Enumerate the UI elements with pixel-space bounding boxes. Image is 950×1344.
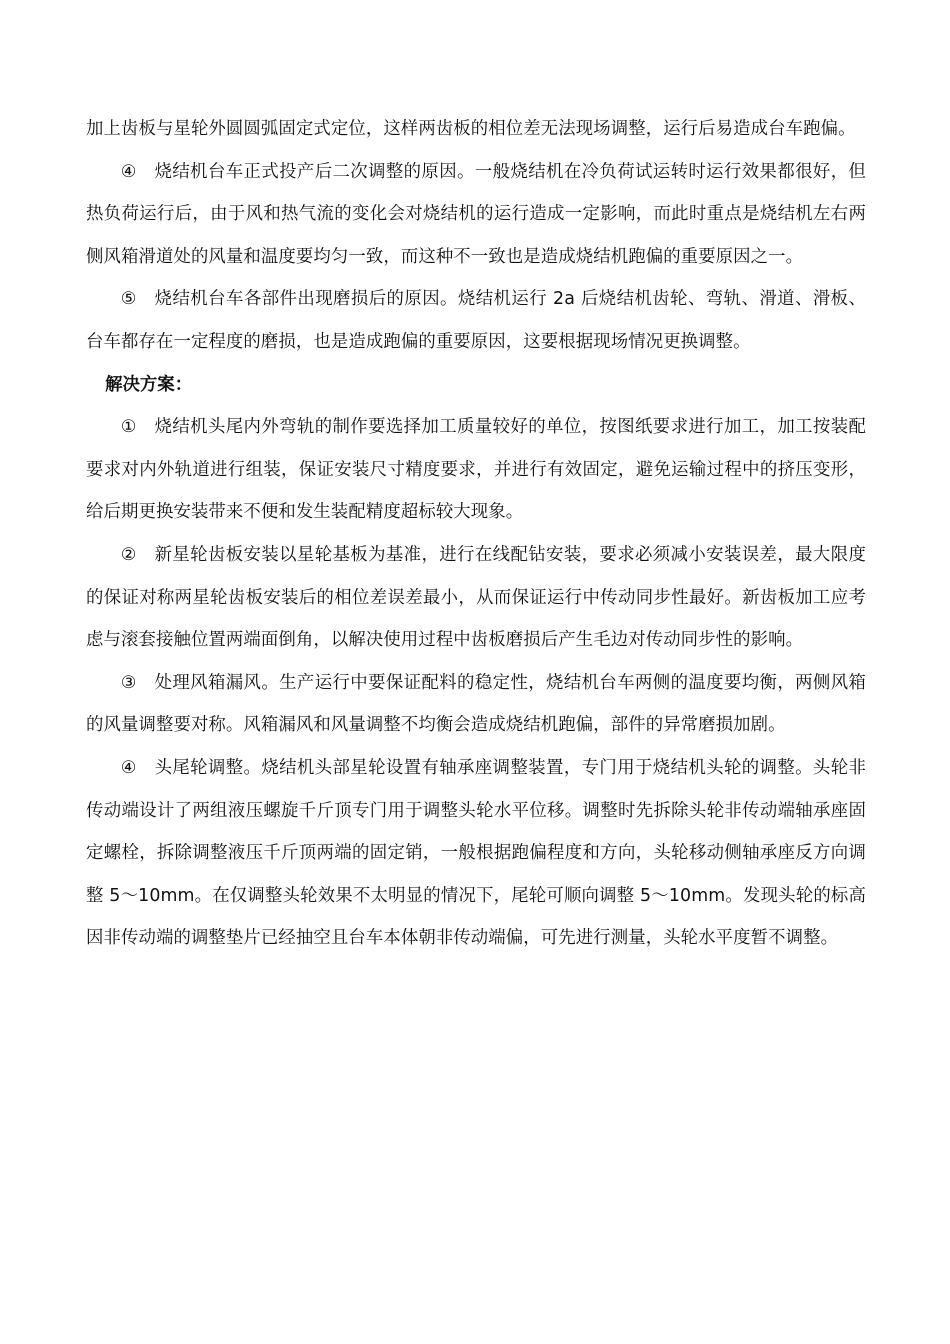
solution-item-2: ② 新星轮齿板安装以星轮基板为基准，进行在线配钻安装，要求必须减小安装误差，最大限度的保证对称两星轮齿板安装后的相位差误差最小，从而保证运行中传动同步性最好。新齿板加工应考虑与滚套接触位置两端面倒角，以解决使用过程中齿板磨损后产生毛边对传动同步性的影响。 xyxy=(86,544,866,651)
document-body xyxy=(86,108,866,960)
paragraph-reason-5: ⑤ 烧结机台车各部件出现磨损后的原因。烧结机运行 2a 后烧结机齿轮、弯轨、滑道、滑板、台车都存在一定程度的磨损，也是造成跑偏的重要原因，这要根据现场情况更换调整。 xyxy=(86,289,866,352)
solution-heading: 解决方案： xyxy=(105,374,193,395)
solution-item-1: ① 烧结机头尾内外弯轨的制作要选择加工质量较好的单位，按图纸要求进行加工，加工按装配要求对内外轨道进行组装，保证安装尺寸精度要求，并进行有效固定，避免运输过程中的挤压变形，给后期更换安装带来不便和发生装配精度超标较大现象。 xyxy=(86,417,866,523)
paragraph-reason-4: ④ 烧结机台车正式投产后二次调整的原因。一般烧结机在冷负荷试运转时运行效果都很好，但热负荷运行后，由于风和热气流的变化会对烧结机的运行造成一定影响，而此时重点是烧结机左右两侧风箱滑道处的风量和温度要均匀一致，而这种不一致也是造成烧结机跑偏的重要原因之一。 xyxy=(86,161,866,267)
solution-item-3: ③ 处理风箱漏风。生产运行中要保证配料的稳定性，烧结机台车两侧的温度要均衡，两侧风箱的风量调整要对称。风箱漏风和风量调整不均衡会造成烧结机跑偏，部件的异常磨损加剧。 xyxy=(86,672,866,736)
paragraph-continuation: 加上齿板与星轮外圆圆弧固定式定位，这样两齿板的相位差无法现场调整，运行后易造成台车跑偏。 xyxy=(86,119,856,139)
solution-item-4: ④ 头尾轮调整。烧结机头部星轮设置有轴承座调整装置，专门用于烧结机头轮的调整。头轮非传动端设计了两组液压螺旋千斤顶专门用于调整头轮水平位移。调整时先拆除头轮非传动端轴承座固定螺栓，拆除调整液压千斤顶两端的固定销，一般根据跑偏程度和方向，头轮移动侧轴承座反方向调整 5～10mm。在仅调整头轮效果不太明显的情况下，尾轮可顺向调整 5～10mm。发现头轮的标高因非传动端的调整垫片已经抽空且台车本体朝非传动端偏，可先进行测量，头轮水平度暂不调整。 xyxy=(86,757,866,949)
